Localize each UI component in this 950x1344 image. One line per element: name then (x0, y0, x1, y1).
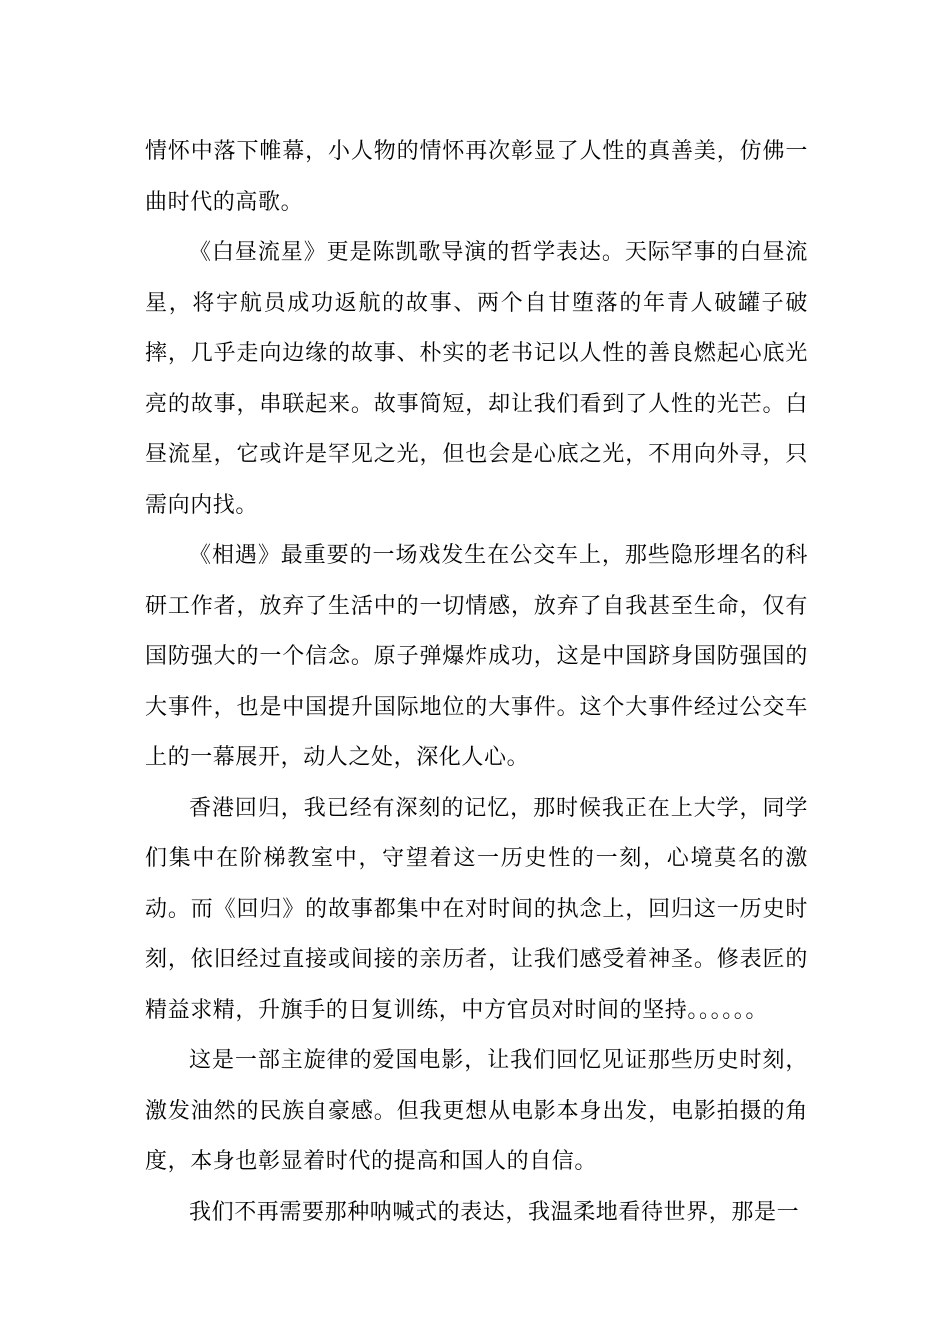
paragraph-daytime-meteor: 《白昼流星》更是陈凯歌导演的哲学表达。天际罕事的白昼流星，将宇航员成功返航的故事、两个自甘堕落的年青人破罐子破摔，几乎走向边缘的故事、朴实的老书记以人性的善良燃起心底光亮的故事，串联起来。故事简短，却让我们看到了人性的光芒。白昼流星，它或许是罕见之光，但也会是心底之光，不用向外寻，只需向内找。 (145, 240, 808, 518)
paragraph-hong-kong-return: 香港回归，我已经有深刻的记忆，那时候我正在上大学，同学们集中在阶梯教室中，守望着这一历史性的一刻，心境莫名的激动。而《回归》的故事都集中在对时间的执念上，回归这一历史时刻，依旧经过直接或间接的亲历者，让我们感受着神圣。修表匠的精益求精，升旗手的日复训练，中方官员对时间的坚持。。。。。。 (145, 795, 808, 1023)
paragraph-continued: 情怀中落下帷幕，小人物的情怀再次彰显了人性的真善美，仿佛一曲时代的高歌。 (145, 139, 808, 215)
document-page (145, 127, 808, 1238)
paragraph-encounter: 《相遇》最重要的一场戏发生在公交车上，那些隐形埋名的科研工作者，放弃了生活中的一切情感，放弃了自我甚至生命，仅有国防强大的一个信念。原子弹爆炸成功，这是中国跻身国防强国的大事件，也是中国提升国际地位的大事件。这个大事件经过公交车上的一幕展开，动人之处，深化人心。 (145, 543, 808, 770)
paragraph-gentle-expression: 我们不再需要那种呐喊式的表达，我温柔地看待世界，那是一 (189, 1199, 800, 1225)
paragraph-patriotic-film: 这是一部主旋律的爱国电影，让我们回忆见证那些历史时刻，激发油然的民族自豪感。但我更想从电影本身出发，电影拍摄的角度，本身也彰显着时代的提高和国人的自信。 (145, 1048, 808, 1174)
